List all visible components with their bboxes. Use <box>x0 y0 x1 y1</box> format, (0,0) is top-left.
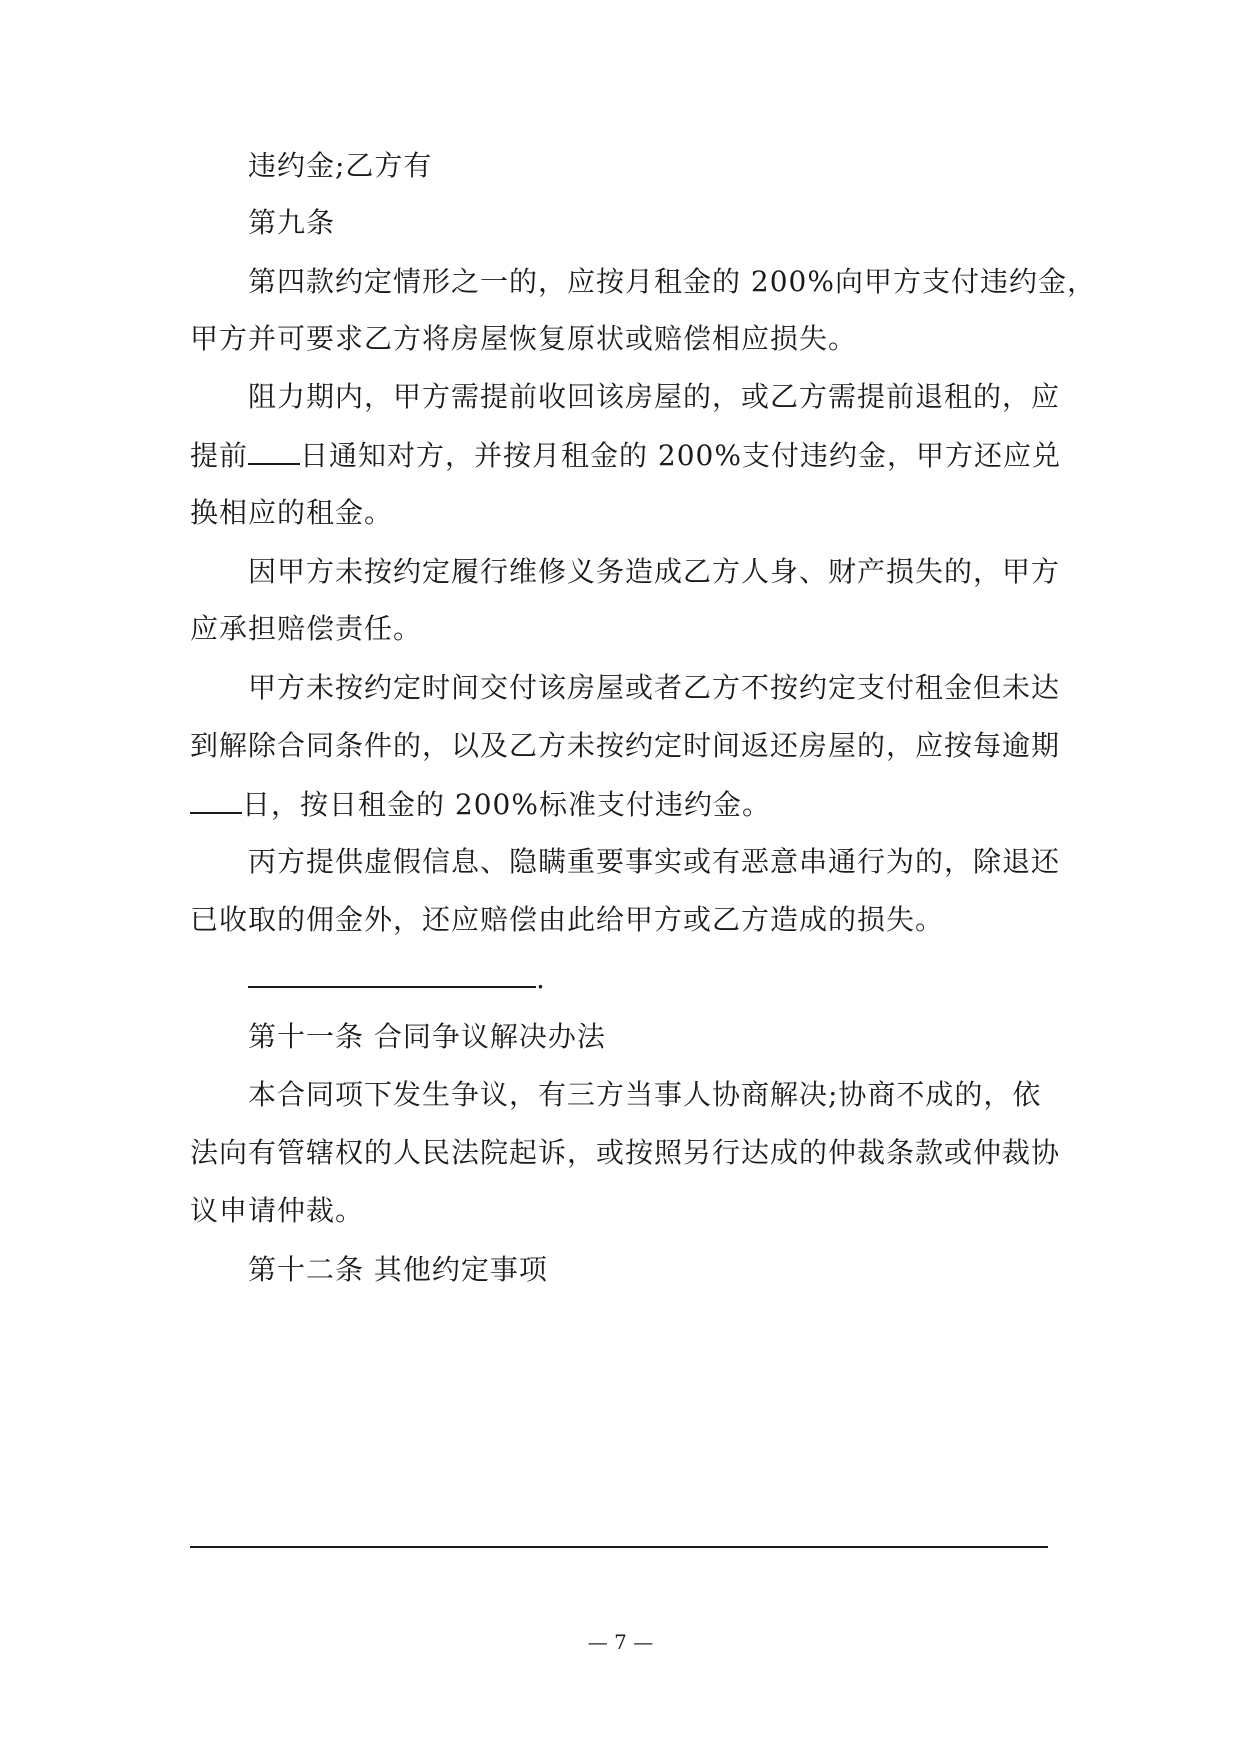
text-line: 甲方未按约定时间交付该房屋或者乙方不按约定支付租金但未达 <box>248 671 1061 704</box>
text-fragment: 日，按日租金的 200%标准支付违约金。 <box>242 788 771 821</box>
article-heading: 第十一条 合同争议解决办法 <box>248 1020 606 1053</box>
text-line: 法向有管辖权的人民法院起诉，或按照另行达成的仲裁条款或仲裁协 <box>190 1136 1061 1169</box>
fill-in-blank <box>248 435 300 465</box>
text-line-with-blank <box>190 435 1070 476</box>
text-line: 换相应的租金。 <box>190 496 394 529</box>
fill-in-blank <box>190 784 242 814</box>
text-line-with-blank <box>190 784 1070 825</box>
fill-in-blank <box>248 958 536 988</box>
text-line: 本合同项下发生争议，有三方当事人协商解决;协商不成的，依 <box>248 1078 1042 1111</box>
page-number: — 7 — <box>587 1630 654 1654</box>
text-line: 违约金;乙方有 <box>248 149 433 182</box>
text-line: 第四款约定情形之一的，应按月租金的 200%向甲方支付违约金， <box>248 265 1096 298</box>
text-fragment: 提前 <box>190 439 249 472</box>
text-line: 因甲方未按约定履行维修义务造成乙方人身、财产损失的，甲方 <box>248 555 1061 588</box>
text-line: 到解除合同条件的，以及乙方未按约定时间返还房屋的，应按每逾期 <box>190 729 1061 762</box>
article-heading: 第十二条 其他约定事项 <box>248 1253 548 1286</box>
text-line: 应承担赔偿责任。 <box>190 612 423 645</box>
article-heading: 第九条 <box>248 206 336 239</box>
text-fragment: 日通知对方，并按月租金的 200%支付违约金，甲方还应兑 <box>300 439 1061 472</box>
text-line: 甲方并可要求乙方将房屋恢复原状或赔偿相应损失。 <box>190 322 858 355</box>
text-fragment: . <box>536 962 546 995</box>
text-line: 阻力期内，甲方需提前收回该房屋的，或乙方需提前退租的，应 <box>248 380 1061 413</box>
text-line: 议申请仲裁。 <box>190 1194 365 1227</box>
text-line: 丙方提供虚假信息、隐瞒重要事实或有恶意串通行为的，除退还 <box>248 845 1061 878</box>
text-line: 已收取的佣金外，还应赔偿由此给甲方或乙方造成的损失。 <box>190 903 945 936</box>
fill-in-rule <box>190 1546 1048 1548</box>
text-line-with-blank <box>248 958 1128 999</box>
